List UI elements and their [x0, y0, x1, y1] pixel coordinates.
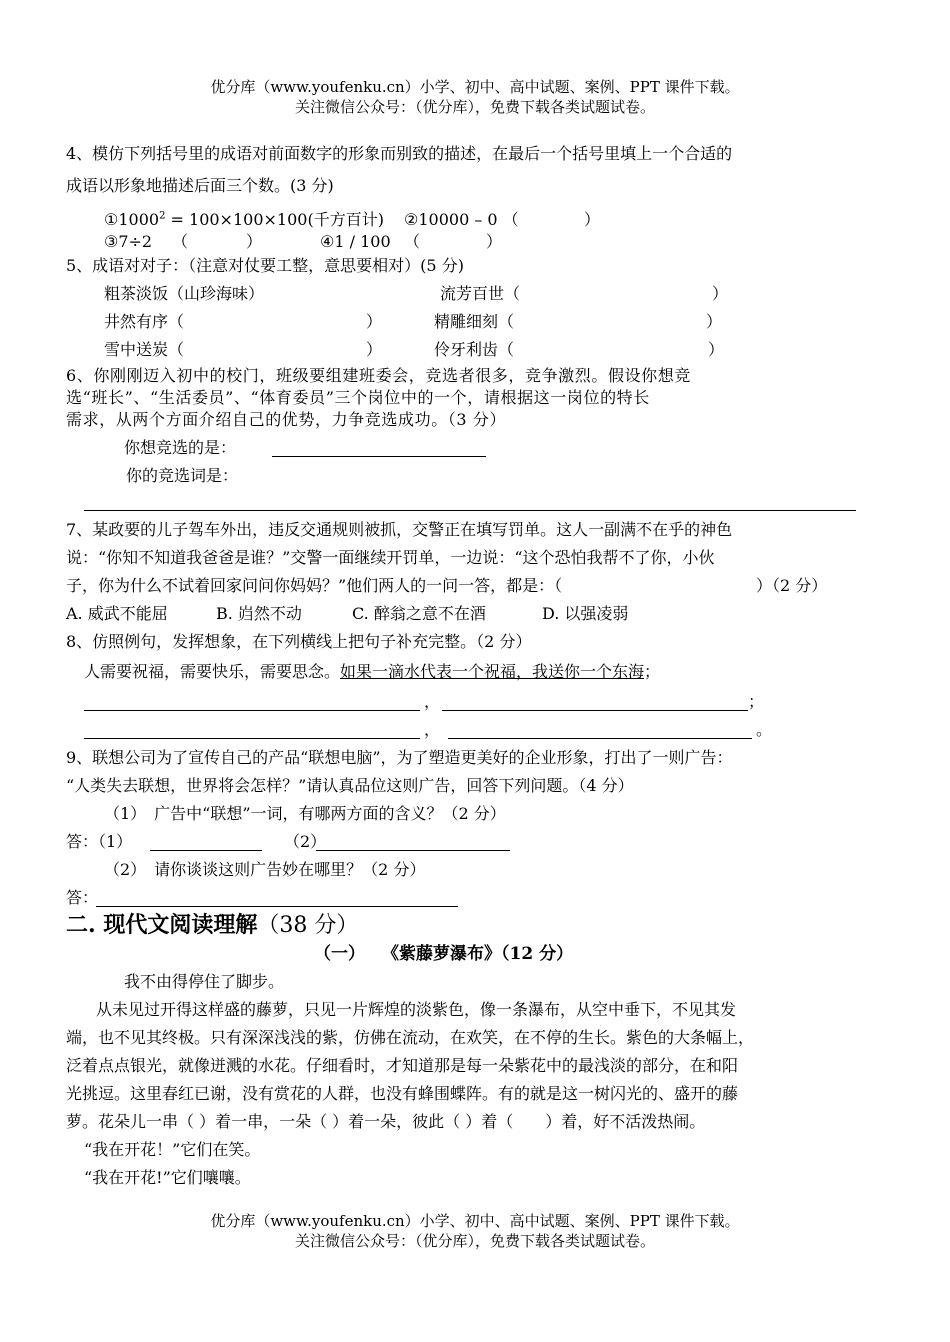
q6-line-2: 选“班长”、“生活委员”、“体育委员”三个岗位中的一个，请根据这一岗位的特长 — [66, 388, 650, 407]
q8-period: 。 — [756, 720, 773, 739]
q5-row3-left: 雪中送炭（ — [104, 340, 185, 359]
q4-item-4-open: （ — [404, 232, 421, 251]
q7-line-3: 子，你为什么不试着回家问问你妈妈？”他们两人的一问一答，都是：（ — [66, 576, 563, 595]
q5-row3-left-close: ） — [366, 340, 383, 359]
q9-answer-1a-label: 答：（1） — [66, 832, 133, 851]
q5-row1-right-close: ） — [712, 284, 729, 303]
q8-blank-3[interactable] — [84, 738, 420, 739]
footer-line-1: 优分库（www.youfenku.cn）小学、初中、高中试题、案例、PPT 课件下载。 — [210, 1212, 740, 1230]
q4-item-2-close: ） — [584, 210, 601, 229]
q8-example-underlined: 如果一滴水代表一个祝福，我送你一个东海 — [340, 662, 645, 681]
q8-example: 人需要祝福，需要快乐，需要思念。如果一滴水代表一个祝福，我送你一个东海； — [84, 662, 661, 681]
q7-line-2: 说：“你知不知道我爸爸是谁？”交警一面继续开罚单，一边说：“这个恐怕我帮不了你，小伙 — [66, 548, 715, 567]
q7-option-b: B. 岿然不动 — [216, 604, 302, 623]
q7-line-1: 7、某政要的儿子驾车外出，违反交通规则被抓，交警正在填写罚单。这人一副满不在乎的神色 — [66, 520, 733, 539]
q9-line-1: 9、联想公司为了宣传自己的产品“联想电脑”，为了塑造更美好的企业形象，打出了一则广告： — [66, 748, 733, 767]
q5-row3-right: 伶牙利齿（ — [434, 340, 515, 359]
q9-answer-1a-line[interactable] — [150, 850, 262, 851]
passage-p3: “我在开花！”它们在笑。 — [84, 1140, 261, 1159]
q4-item-4-close: ） — [486, 232, 503, 251]
q9-sub-1: （1） 广告中“联想”一词，有哪两方面的含义？（2 分） — [104, 804, 506, 823]
q8-blank-2[interactable] — [442, 710, 748, 711]
passage-p2-line-3: 泛着点点银光，就像迸溅的水花。仔细看时，才知道那是每一朵紫花中的最浅淡的部分，在和阳 — [66, 1056, 739, 1075]
q8-semicolon: ； — [748, 692, 765, 711]
q8-blank-4[interactable] — [448, 738, 752, 739]
q7-option-a: A. 威武不能屈 — [66, 604, 168, 623]
q6-line-3: 需求，从两个方面介绍自己的优势，力争竞选成功。（3 分） — [66, 410, 507, 429]
passage-p2-line-5: 萝。花朵儿一串（ ）着一串，一朵（ ）着一朵，彼此（ ）着（ ）着，好不活泼热闹。 — [66, 1112, 706, 1131]
q4-line-1: 4、模仿下列括号里的成语对前面数字的形象而别致的描述，在最后一个括号里填上一个合适的 — [66, 144, 733, 163]
q9-answer-1b-line[interactable] — [316, 850, 510, 851]
q5-title: 5、成语对对子：（注意对仗要工整，意思要相对）(5 分) — [66, 256, 464, 275]
q8-blank-1[interactable] — [84, 710, 420, 711]
q9-sub-2: （2） 请你谈谈这则广告妙在哪里？（2 分） — [104, 860, 426, 879]
q6-prompt-speech: 你的竞选词是： — [126, 466, 239, 485]
passage-p4: “我在开花!”它们嚷嚷。 — [84, 1168, 251, 1187]
passage-p1: 我不由得停住了脚步。 — [124, 972, 285, 991]
q5-row1-left: 粗茶淡饭（山珍海味） — [104, 284, 265, 303]
passage-p2-line-4: 光挑逗。这里春红已谢，没有赏花的人群，也没有蜂围蝶阵。有的就是这一树闪光的、盛开的藤 — [66, 1084, 739, 1103]
passage-p2-line-1: 从未见过开得这样盛的藤萝，只见一片辉煌的淡紫色，像一条瀑布，从空中垂下，不见其发 — [96, 1000, 737, 1019]
q5-row1-right: 流芳百世（ — [440, 284, 521, 303]
q5-row2-left-close: ） — [366, 312, 383, 331]
q5-row3-right-close: ） — [708, 340, 725, 359]
q5-row2-right-close: ） — [706, 312, 723, 331]
q9-answer-1b-label: （2） — [284, 832, 327, 851]
q6-prompt-position: 你想竞选的是： — [124, 438, 237, 457]
q7-option-d: D. 以强凌弱 — [542, 604, 629, 623]
q5-row2-right: 精雕细刻（ — [434, 312, 515, 331]
passage-p2-line-2: 端，也不见其终极。只有深深浅浅的紫，仿佛在流动，在欢笑，在不停的生长。紫色的大条幅上， — [66, 1028, 755, 1047]
q9-answer-2-line[interactable] — [96, 906, 458, 907]
q4-item-3-close: ） — [246, 232, 263, 251]
footer-line-2: 关注微信公众号：（优分库），免费下载各类试题试卷。 — [294, 1232, 655, 1250]
q8-title: 8、仿照例句，发挥想象，在下列横线上把句子补充完整。（2 分） — [66, 632, 532, 651]
header-line-2: 关注微信公众号：（优分库），免费下载各类试题试卷。 — [294, 98, 655, 116]
q9-answer-2-label: 答： — [66, 888, 99, 907]
q4-item-3-open: （ — [172, 232, 189, 251]
q4-item-1: $①1000^2 = 100\times 100\times 100$(千方百计) — [104, 210, 384, 229]
q4-item-4: ④1 / 100 — [320, 232, 391, 251]
q8-comma-1: ， — [424, 692, 441, 711]
header-line-1: 优分库（www.youfenku.cn）小学、初中、高中试题、案例、PPT 课件下载。 — [210, 78, 740, 96]
q4-line-2: 成语以形象地描述后面三个数。(3 分) — [66, 176, 334, 195]
q4-item-2: ②10000 – 0 （ — [404, 210, 519, 229]
q8-comma-2: ， — [424, 720, 441, 739]
section-2-title: 二. 现代文阅读理解（38 分） — [66, 912, 359, 938]
q7-option-c: C. 醉翁之意不在酒 — [352, 604, 486, 623]
q4-item-3: ③7÷2 — [104, 232, 153, 251]
q6-speech-answer-line[interactable] — [84, 510, 856, 511]
q7-line-3-end: ）（2 分） — [756, 576, 828, 595]
section-2-subtitle: （一） 《紫藤萝瀑布》（12 分） — [314, 944, 574, 964]
q9-line-2: “人类失去联想，世界将会怎样？”请认真品位这则广告，回答下列问题。（4 分） — [66, 776, 634, 795]
q6-position-answer-line[interactable] — [272, 456, 486, 457]
q6-line-1: 6、你刚刚迈入初中的校门，班级要组建班委会，竞选者很多，竞争激烈。假设你想竞 — [66, 366, 691, 385]
q5-row2-left: 井然有序（ — [104, 312, 185, 331]
